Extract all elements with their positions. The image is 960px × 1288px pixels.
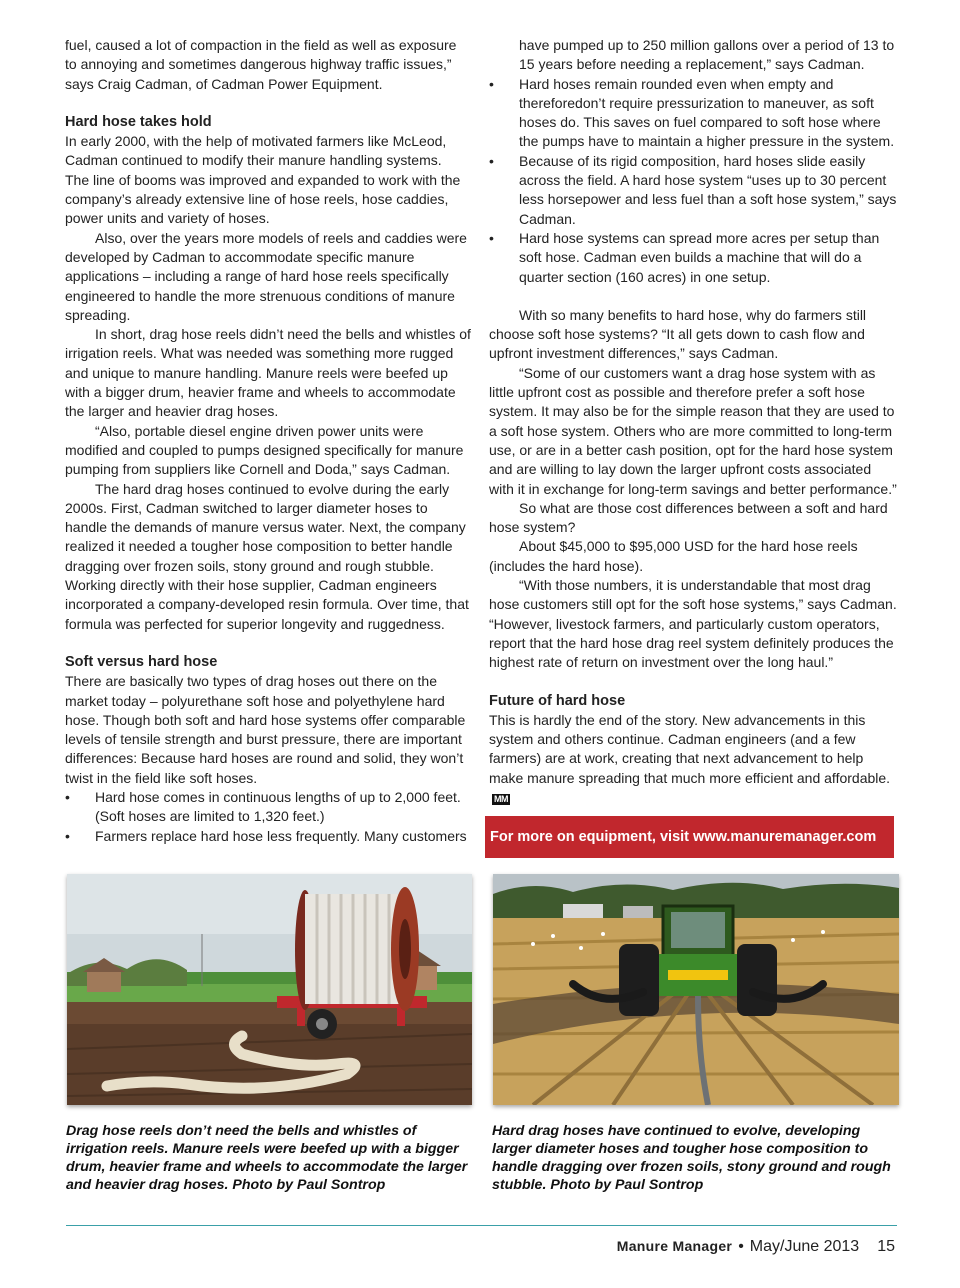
hose-reel-illustration bbox=[67, 874, 472, 1105]
photo-tractor-drag-hose bbox=[493, 874, 899, 1105]
tractor-illustration bbox=[493, 874, 899, 1105]
paragraph-numbers: “With those numbers, it is understandable that most drag hose customers still opt for the soft hose systems,” says Cadman. “However, livestock farmers, and particularly custom operators, report that the hard hose drag reel system definitely produces the highest rate of return on investment over the long haul.” bbox=[489, 577, 897, 671]
list-item bbox=[489, 152, 897, 229]
bullet-icon: • bbox=[489, 229, 494, 246]
paragraph-future bbox=[489, 711, 897, 807]
paragraph-evolve: The hard drag hoses continued to evolve during the early 2000s. First, Cadman switched to larger diameter hoses to handle the demands of manure versus water. Next, the company realized it needed a tougher hose composition to better handle dragging over frozen soils, stony ground and rough stubble. Working directly with their hose supplier, Cadman engineers incorporated a company-developed resin formula. Over time, that formula was perfected for superior longevity and ruggedness. bbox=[65, 480, 469, 632]
footer bbox=[617, 1238, 895, 1256]
paragraph-types: There are basically two types of drag hoses out there on the market today – polyurethane soft hose and polyethylene hard hose. Though both soft and hard hose systems offer comparable levels of tensile strength and burst pressure, there are important differences: Because hard hoses are round and solid, they won’t twist in the field like soft hoses. bbox=[65, 673, 466, 786]
page-number: 15 bbox=[877, 1238, 895, 1255]
list-item-text: Hard hose comes in continuous lengths of up to 2,000 feet. (Soft hoses are limited to 1,320 feet.) bbox=[95, 788, 461, 825]
paragraph-intro: fuel, caused a lot of compaction in the field as well as exposure to annoying and sometimes dangerous highway traffic issues,” says Craig Cadman, of Cadman Power Equipment. bbox=[65, 37, 457, 92]
magazine-name: Manure Manager bbox=[616, 1238, 733, 1254]
photo-hose-reel bbox=[67, 874, 472, 1105]
list-item-text: Hard hose systems can spread more acres per setup than soft hose. Cadman even builds a machine that will do a quarter section (160 acres) in one setup. bbox=[519, 229, 880, 285]
list-item bbox=[65, 827, 471, 846]
footer-bullet: • bbox=[738, 1238, 744, 1255]
bullet-continuation: have pumped up to 250 million gallons over a period of 13 to 15 years before needing a replacement,” says Cadman. bbox=[519, 37, 895, 73]
paragraph-short: In short, drag hose reels didn’t need the bells and whistles of irrigation reels. What was needed was something more rugged and unique to manure handling. Manure reels were beefed up with a bigger drum, heavier frame and wheels to accommodate the larger and heavier drag hoses. bbox=[65, 326, 471, 420]
heading-soft-vs-hard: Soft versus hard hose bbox=[65, 653, 218, 670]
bullet-icon: • bbox=[65, 827, 70, 844]
paragraph-cost: About $45,000 to $95,000 USD for the hard hose reels (includes the hard hose). bbox=[489, 538, 858, 574]
promo-banner[interactable]: For more on equipment, visit www.manuremanager.com bbox=[485, 816, 894, 858]
paragraph-cost-question: So what are those cost differences between a soft and hard hose system? bbox=[489, 499, 888, 536]
bullet-icon: • bbox=[489, 152, 494, 169]
list-item-text: Farmers replace hard hose less frequently. Many customers bbox=[95, 827, 467, 844]
paragraph-benefits: With so many benefits to hard hose, why do farmers still choose soft hose systems? “It all gets down to cash flow and upfront investment differences,” says Cadman. bbox=[489, 306, 867, 362]
bullet-icon: • bbox=[489, 75, 494, 92]
list-item-text: Because of its rigid composition, hard hoses slide easily across the field. A hard hose system “uses up to 30 percent less horsepower and less fuel than a soft hose system,” says Cadman. bbox=[519, 152, 897, 227]
paragraph-early-2000-a: In early 2000, with the help of motivated farmers like McLeod, Cadman continued to modify their manure handling systems. bbox=[65, 133, 447, 169]
paragraph-some-customers: “Some of our customers want a drag hose system with as little upfront cost as possible and therefore prefer a soft hose system. It may also be for the simple reason that they are used to a soft hose system. Others who are more committed to long-term use, or are in a better cash position, opt for the hard hose system and are willing to lay down the larger upfront costs associated with it in exchange for long-term savings and better performance.” bbox=[489, 364, 897, 497]
left-column bbox=[65, 36, 471, 846]
bullet-list-left bbox=[65, 788, 471, 846]
heading-hard-hose: Hard hose takes hold bbox=[65, 113, 212, 130]
paragraph-diesel: “Also, portable diesel engine driven power units were modified and coupled to pumps designed specifically for manure pumping from suppliers like Cornell and Doda,” says Cadman. bbox=[65, 422, 464, 478]
list-item bbox=[489, 75, 897, 152]
paragraph-models: Also, over the years more models of reels and caddies were developed by Cadman to accommodate specific manure applications – including a range of hard hose reels specifically engineered to handle the more strenuous conditions of manure spreading. bbox=[65, 229, 467, 323]
list-item-text: Hard hoses remain rounded even when empty and thereforedon’t require pressurization to maneuver, as soft hoses do. This saves on fuel compared to soft hose where the pumps have to maintain a higher pressure in the system. bbox=[519, 75, 895, 150]
bullet-icon: • bbox=[65, 788, 70, 805]
bullet-list-right bbox=[489, 75, 897, 287]
caption-right: Hard drag hoses have continued to evolve, developing larger diameter hoses and tougher hose composition to handle dragging over frozen soils, stony ground and rough stubble. Photo by Paul Sontrop bbox=[492, 1123, 891, 1193]
issue-date: May/June 2013 bbox=[749, 1238, 860, 1255]
right-column bbox=[489, 36, 897, 807]
list-item bbox=[489, 229, 897, 287]
heading-future: Future of hard hose bbox=[489, 692, 626, 709]
list-item bbox=[65, 788, 471, 827]
paragraph-future-text: This is hardly the end of the story. New advancements in this system and others continue. Cadman engineers (and a few farmers) are at work, creating that next advancement to help make manure spreading that much more efficient and affordable. bbox=[489, 711, 891, 786]
footer-rule bbox=[66, 1225, 897, 1226]
paragraph-early-2000-b: The line of booms was improved and expanded to work with the company’s already extensive line of hose reels, hose caddies, power units and variety of hoses. bbox=[65, 171, 461, 227]
end-mark-logo: MM bbox=[494, 793, 508, 804]
caption-left: Drag hose reels don’t need the bells and whistles of irrigation reels. Manure reels were beefed up with a bigger drum, heavier frame and wheels to accommodate the larger and heavier drag hoses. Photo by Paul Sontrop bbox=[66, 1123, 468, 1193]
